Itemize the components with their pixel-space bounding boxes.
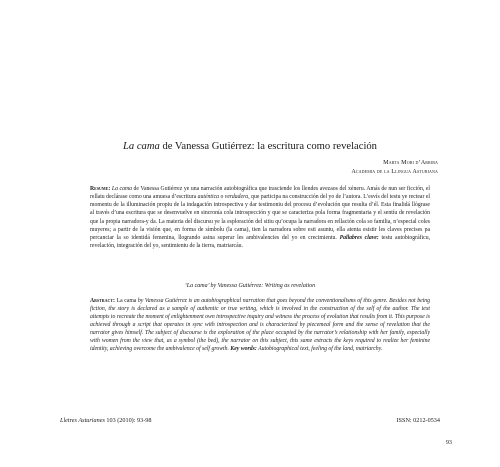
abstract-asturian: Resume: La cama de Vanessa Gutiérrez ye una narración autobiográfica que trasciende los llendes avezaos del xéneru. Amás de nun ser ficción, el rellatu declárase como una amuesa d’escritura auténtica o verdadera, que participa na construcción del yo de l’autora. L’esvís del testu ye rectear el momentu de la illuminación propiu de la indagación introspectiva y dar testimoniu del procesu d’evolución que resulta d’él. Esta finalidá llógrase al través d’una escritura que se desenvuelve en sincronía cola introspección y que se caracteriza pola forma fragmentaria y el sentíu de revelación que la propia narradora-y da. La materia del discursu ye la esploración del sitiu qu’ocupa la narradora en rellación cola so familia, n’especial coles muyeres; a partir de la visión que, en forma de símbolu (la cama), tien la narradora sobre esti asuntu, ella atenta esistir les claves precises pa percanciar la so identidá femenina, llogrando asina superar les ambivalencies del yo en crecimientu. Pallabres clave: testu autobiográficu, revelación, integración del yo, sentimientu de la tierra, matriarcáu. <box>90 186 431 250</box>
keywords-text: testu autobiográficu, revelación, integración del yo, sentimientu de la tierra, matriarcáu. <box>90 234 431 250</box>
title-italic: La cama <box>123 141 160 152</box>
author-name: Marta Mori d’Arriba <box>383 159 438 166</box>
page-number: 93 <box>445 439 452 446</box>
author-block <box>351 158 438 177</box>
journal-name: Lletres Asturianes <box>60 417 105 424</box>
abstract-english <box>90 297 430 353</box>
abstract-en-body: by Vanessa Gutiérrez is an autobiographical narration that goes beyond the conventionalisms of this genre. Besides not being fiction, the story is declared as a sample of authentic or true writing, which is involved in the construction of the self of the author. The text attempts to recreate the moment of enlightenment own introspective inquiry and witness the process of evolution that results from it. This purpose is achieved through a script that operates in sync with introspection and is characterized by piecemeal form and the sense of revelation that the narrator gives himself. The subject of discourse is the exploration of the place occupied by the narrator’s relationship with her family, especially with women from the view that, as a symbol (the bed), the narrator on this subject, this same extracts the keys required to realize her feminine identity, achieving overcome the ambivalence of self growth. <box>90 298 430 353</box>
abstract-en-label: Abstract: <box>90 298 115 304</box>
abstract-body: , que participa na construcción del yo de l’autora. L’esvís del testu ye rectear el momentu de la illuminación propiu de la indagación introspectiva y dar testimoniu del procesu d’evolución que resulta d’él. Esta finalidá llógrase al través d’una escritura que se desenvuelve en sincronía cola introspección y que se caracteriza pola forma fragmentaria y el sentíu de revelación que la propia narradora-y da. La materia del discursu ye la esploración del sitiu qu’ocupa la narradora en rellación cola so familia, n’especial coles muyeres; a partir de la visión que, en forma de símbolu (la cama), tien la narradora sobre esti asuntu, ella atenta esistir les claves precises pa percanciar la so identidá femenina, llogrando asina superar les ambivalencies del yo en crecimientu. <box>90 194 430 241</box>
keywords-en-label: Key words: <box>230 346 257 353</box>
journal-citation <box>60 417 151 424</box>
abstract-en-work-title: La cama <box>116 298 137 304</box>
abstract-work-title: La cama <box>111 186 132 192</box>
journal-issue: 103 (2010): 93-98 <box>104 417 152 424</box>
abstract-label: Resume: <box>90 186 111 192</box>
title-rest: de Vanessa Gutiérrez: la escritura como revelación <box>159 141 377 152</box>
author-affiliation: Academia de la Llingua Asturiana <box>351 168 438 176</box>
english-title: ‘La cama’ by Vanessa Gutiérrez: Writing as revelation <box>184 283 316 289</box>
issn: ISSN: 0212-0534 <box>396 417 440 424</box>
keywords-en-text: Autobiographical text, feeling of the land, matriarchy. <box>256 346 383 353</box>
article-title <box>60 140 440 153</box>
page-footer <box>60 417 440 424</box>
keywords-label: Pallabres clave: <box>339 234 379 241</box>
